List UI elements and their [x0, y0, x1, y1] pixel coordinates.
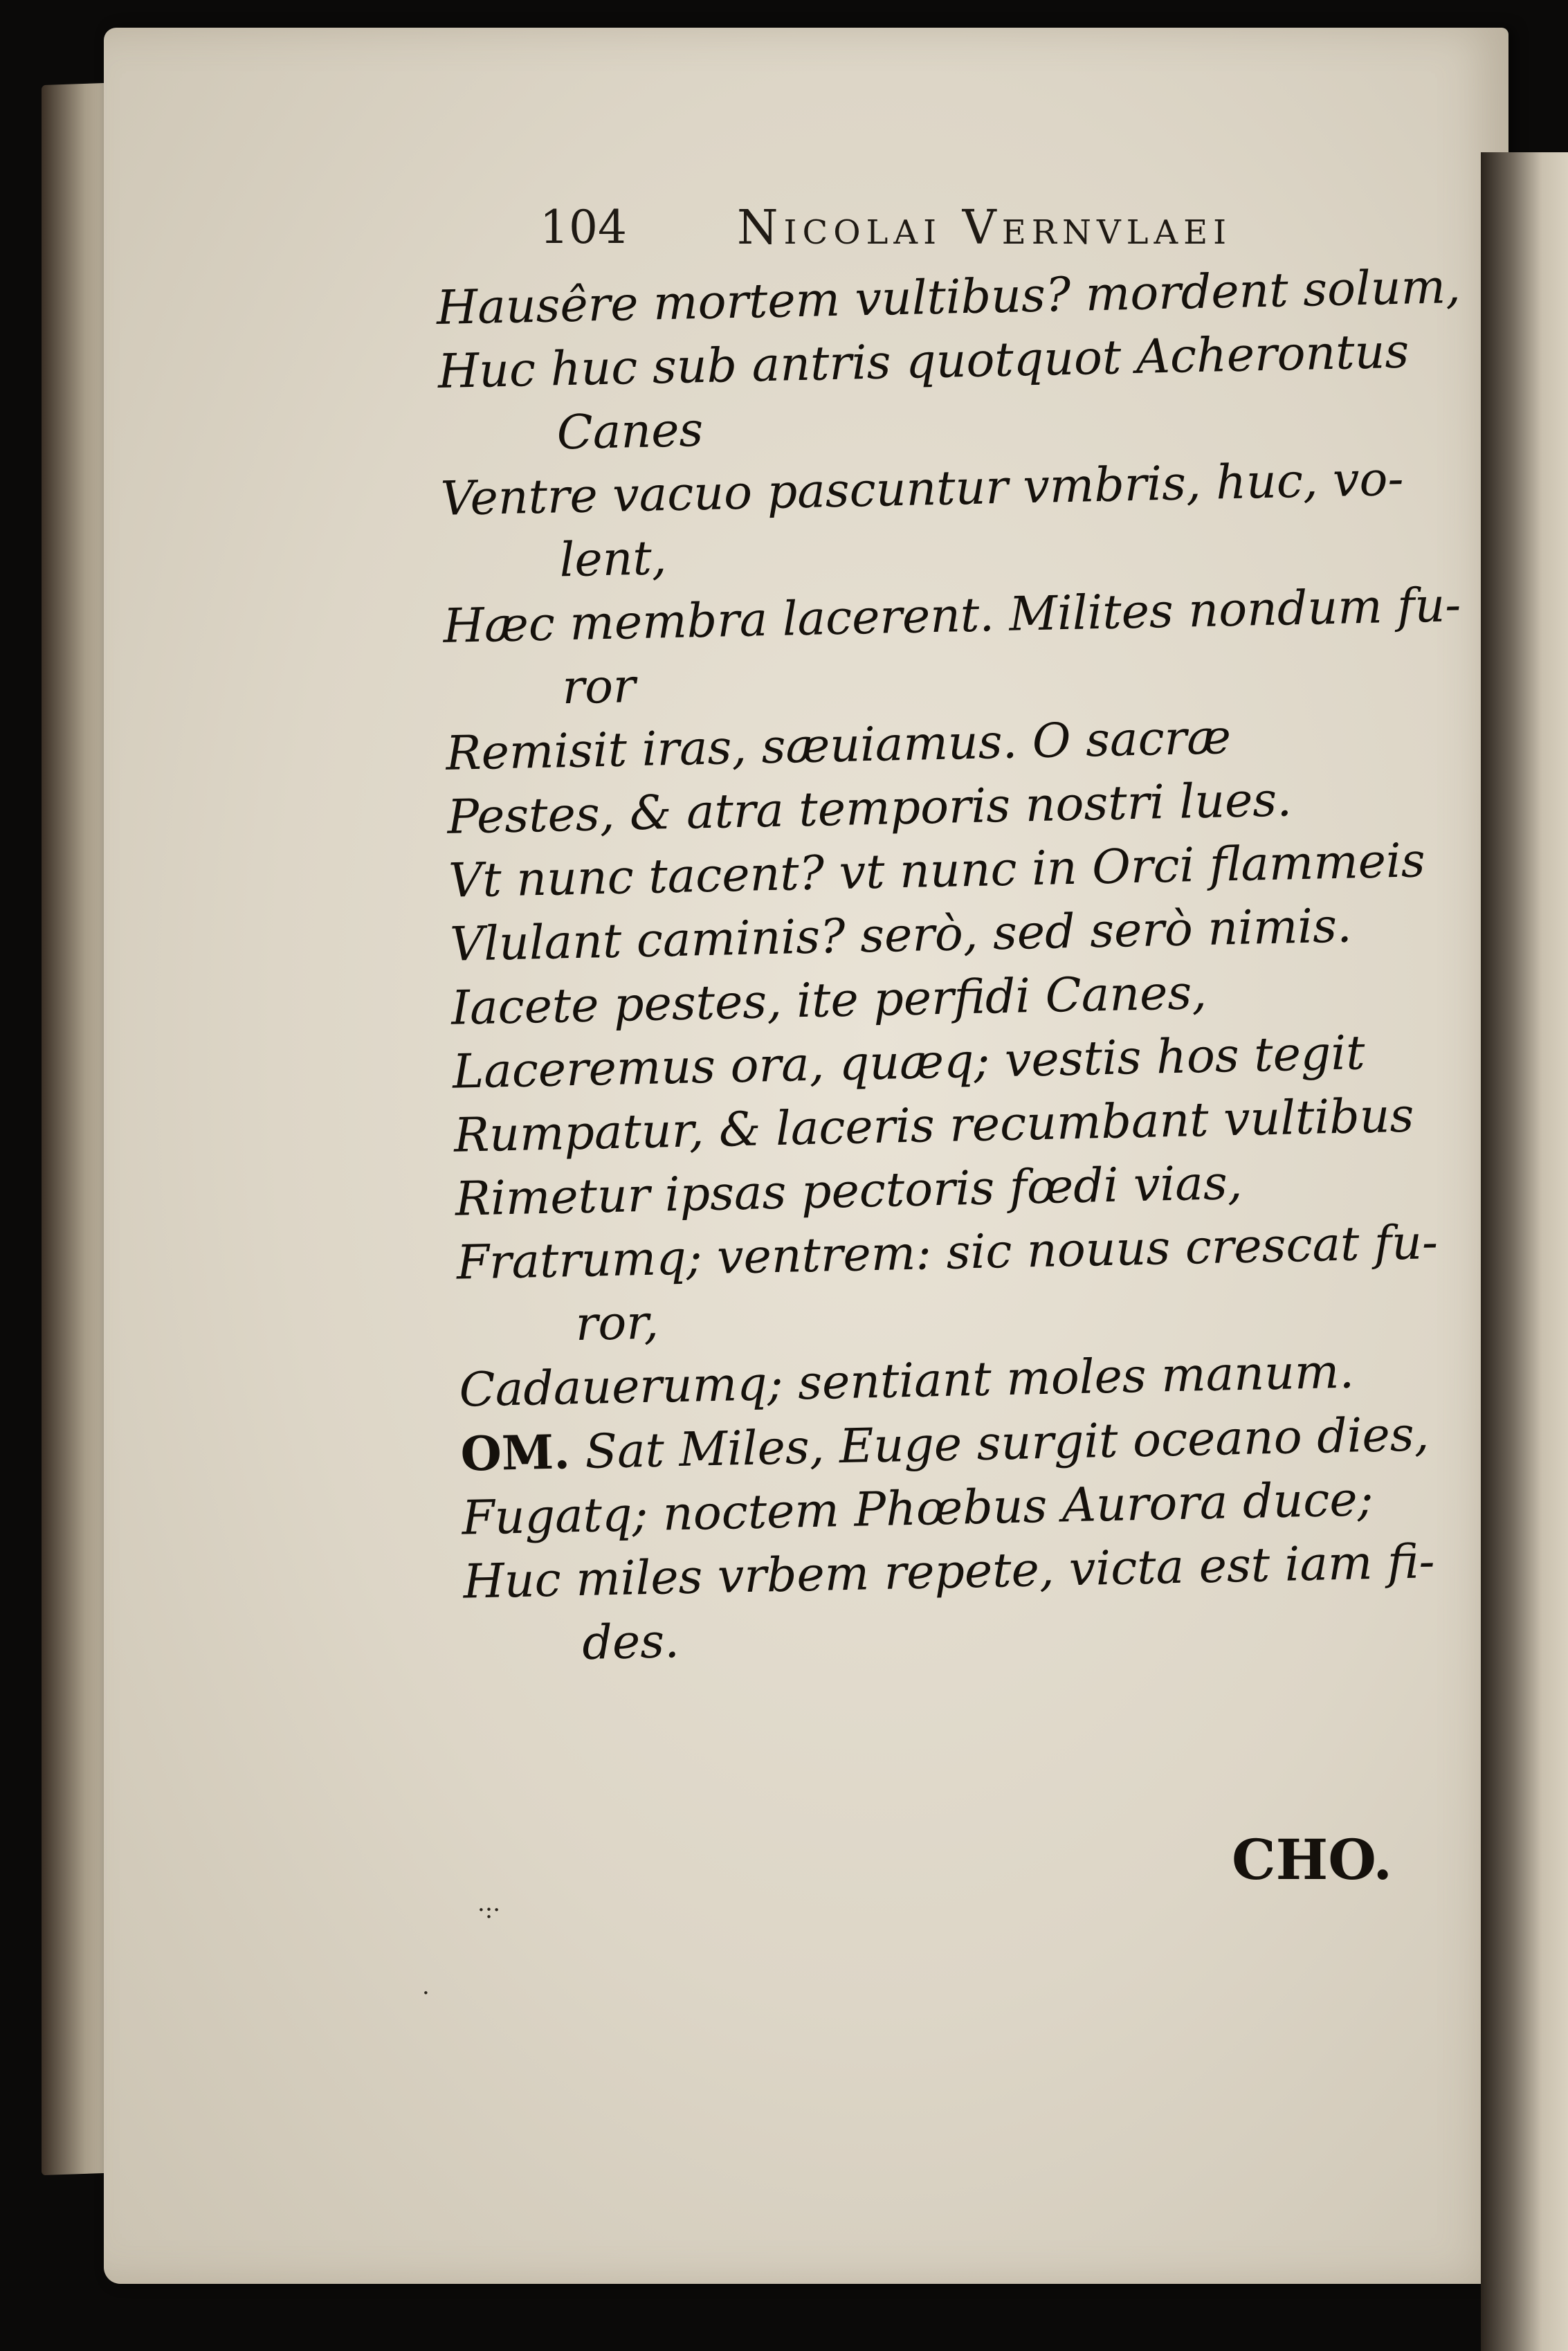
verse-line-text: Rimetur ipsas pectoris fœdi vias, — [455, 1155, 1243, 1227]
catchword: CHO. — [1232, 1827, 1393, 1892]
verse-line-text: Vt nunc tacent? vt nunc in Orci flammeis — [448, 833, 1426, 909]
facing-page-edge — [1481, 152, 1568, 2351]
verse-line-text: Rumpatur, & laceris recumbant vultibus — [453, 1088, 1415, 1163]
verse-line-text: Fratrumq; ventrem: sic nouus crescat fu- — [456, 1215, 1439, 1291]
verse-line-text: Ventre vacuo pascuntur vmbris, huc, vo- — [439, 451, 1405, 527]
verse-line-text: Fugatq; noctem Phœbus Aurora duce; — [461, 1472, 1374, 1546]
running-head: Nicolai Vernvlaei — [737, 201, 1232, 255]
verse-line-text: Hæc membra lacerent. Milites nondum fu- — [442, 578, 1461, 654]
verse-text — [436, 256, 1468, 1678]
verse-line-text: ror, — [574, 1295, 659, 1352]
verse-line-text: Canes — [556, 402, 704, 461]
ink-speck: ·:· — [477, 1896, 501, 1924]
speaker-label: OM. — [459, 1424, 571, 1482]
verse-line-text: Iacete pestes, ite perfidi Canes, — [450, 965, 1207, 1036]
verse-line-text: Sat Miles, Euge surgit oceano dies, — [569, 1407, 1430, 1480]
verse-line-text: Pestes, & atra temporis nostri lues. — [446, 772, 1293, 845]
verse-line-text: Cadauerumq; sentiant moles manum. — [458, 1344, 1355, 1418]
page-number: 104 — [540, 201, 627, 254]
verse-line-text: Huc huc sub antris quotquot Acherontus — [437, 324, 1410, 399]
verse-line-text: Remisit iras, sæuiamus. O sacræ — [445, 710, 1232, 781]
verse-line-text: ror — [561, 659, 637, 716]
ink-speck: · — [422, 1979, 430, 2007]
verse-line-text: Vlulant caminis? serò, sed serò nimis. — [449, 898, 1353, 972]
verse-line-text: Hausêre mortem vultibus? mordent solum, — [436, 260, 1461, 336]
verse-line-text: lent, — [558, 531, 668, 588]
verse-line-text: des. — [581, 1614, 680, 1671]
verse-line-text: Laceremus ora, quæq; vestis hos tegit — [452, 1026, 1366, 1100]
verse-line-text: Huc miles vrbem repete, victa est iam fi- — [462, 1534, 1436, 1610]
